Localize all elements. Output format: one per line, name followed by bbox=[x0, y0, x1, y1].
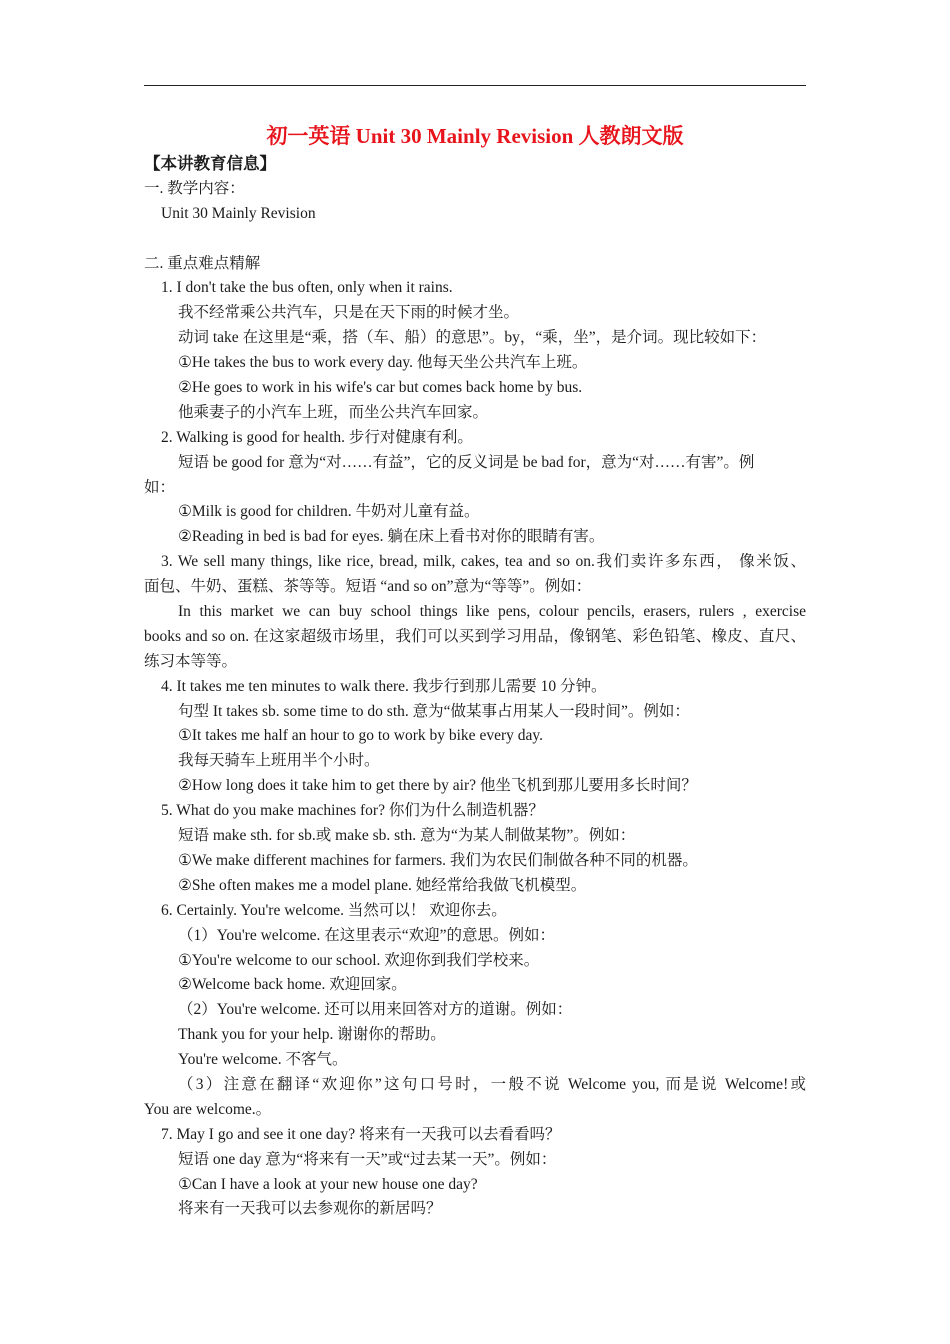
example-line: ②Reading in bed is bad for eyes. 躺在床上看书对你的眼睛有害。 bbox=[178, 528, 605, 546]
point-5: 5. What do you make machines for? 你们为什么制造机器？ bbox=[161, 802, 544, 820]
example-translation: 他乘妻子的小汽车上班，而坐公共汽车回家。 bbox=[178, 403, 489, 421]
teaching-content-text: Unit 30 Mainly Revision bbox=[161, 204, 316, 222]
example-line: ①You're welcome to our school. 欢迎你到我们学校来。 bbox=[178, 951, 540, 969]
example-translation: 将来有一天我可以去参观你的新居吗？ bbox=[178, 1200, 442, 1218]
example-line: ②Welcome back home. 欢迎回家。 bbox=[178, 976, 407, 994]
example-line: ②How long does it take him to get there by air? 他坐飞机到那儿要用多长时间？ bbox=[178, 777, 697, 795]
example-line-cont: books and so on. 在这家超级市场里，我们可以买到学习用品，像钢笔、彩色铅笔、橡皮、直尺、 bbox=[144, 627, 806, 645]
point-7: 7. May I go and see it one day? 将来有一天我可以去看看吗？ bbox=[161, 1125, 561, 1143]
point-2-explanation: 短语 be good for 意为“对……有益”，它的反义词是 be bad for，意为“对……有害”。例 bbox=[178, 453, 755, 471]
example-line-cont: 练习本等等。 bbox=[144, 652, 238, 670]
point-5-explanation: 短语 make sth. for sb.或 make sb. sth. 意为“为某人制做某物”。例如： bbox=[178, 827, 636, 845]
point-1-translation: 我不经常乘公共汽车，只是在天下雨的时候才坐。 bbox=[178, 304, 520, 322]
example-line: ①We make different machines for farmers. 我们为农民们制做各种不同的机器。 bbox=[178, 851, 698, 869]
example-line: ①Milk is good for children. 牛奶对儿童有益。 bbox=[178, 503, 480, 521]
example-line: In this market we can buy school things like pens, colour pencils, erasers, rulers , exercise bbox=[178, 603, 806, 621]
point-6-sub-3: （3）注意在翻译“欢迎你”这句口号时，一般不说 Welcome you, 而是说 Welcome!或 bbox=[178, 1075, 806, 1093]
header-rule bbox=[144, 85, 806, 86]
point-4-explanation: 句型 It takes sb. some time to do sth. 意为“做某事占用某人一段时间”。例如： bbox=[178, 702, 690, 720]
spacer bbox=[144, 227, 806, 252]
teaching-content-heading: 一. 教学内容： bbox=[144, 179, 245, 197]
point-6-sub-1: （1）You're welcome. 在这里表示“欢迎”的意思。例如： bbox=[178, 926, 556, 944]
point-6-sub-3-cont: You are welcome.。 bbox=[144, 1100, 272, 1118]
point-7-explanation: 短语 one day 意为“将来有一天”或“过去某一天”。例如： bbox=[178, 1150, 557, 1168]
section-header: 【本讲教育信息】 bbox=[144, 154, 276, 173]
example-line: ①It takes me half an hour to go to work by bike every day. bbox=[178, 727, 543, 745]
point-3: 3. We sell many things, like rice, bread, milk, cakes, tea and so on.我们卖许多东西， 像米饭、 bbox=[161, 553, 806, 571]
key-points-heading: 二. 重点难点精解 bbox=[144, 254, 261, 272]
example-line: ①He takes the bus to work every day. 他每天坐公共汽车上班。 bbox=[178, 354, 588, 372]
document-body bbox=[144, 152, 806, 1222]
point-2: 2. Walking is good for health. 步行对健康有利。 bbox=[161, 428, 473, 446]
example-line: ②She often makes me a model plane. 她经常给我做飞机模型。 bbox=[178, 876, 587, 894]
point-4: 4. It takes me ten minutes to walk there. 我步行到那儿需要 10 分钟。 bbox=[161, 677, 607, 695]
point-3-cont: 面包、牛奶、蛋糕、茶等等。短语 “and so on”意为“等等”。例如： bbox=[144, 578, 592, 596]
point-6: 6. Certainly. You're welcome. 当然可以！ 欢迎你去。 bbox=[161, 901, 507, 919]
example-line: Thank you for your help. 谢谢你的帮助。 bbox=[178, 1026, 446, 1044]
point-1: 1. I don't take the bus often, only when it rains. bbox=[161, 279, 453, 297]
document-title: 初一英语 Unit 30 Mainly Revision 人教朗文版 bbox=[266, 124, 684, 148]
point-6-sub-2: （2）You're welcome. 还可以用来回答对方的道谢。例如： bbox=[178, 1001, 573, 1019]
example-line: ②He goes to work in his wife's car but comes back home by bus. bbox=[178, 379, 583, 397]
example-line: You're welcome. 不客气。 bbox=[178, 1051, 348, 1069]
point-2-explanation-cont: 如： bbox=[144, 478, 176, 496]
point-1-explanation: 动词 take 在这里是“乘，搭（车、船）的意思”。by，“乘，坐”，是介词。现比较如下： bbox=[178, 329, 767, 347]
example-line: ①Can I have a look at your new house one day? bbox=[178, 1175, 478, 1193]
example-translation: 我每天骑车上班用半个小时。 bbox=[178, 752, 380, 770]
